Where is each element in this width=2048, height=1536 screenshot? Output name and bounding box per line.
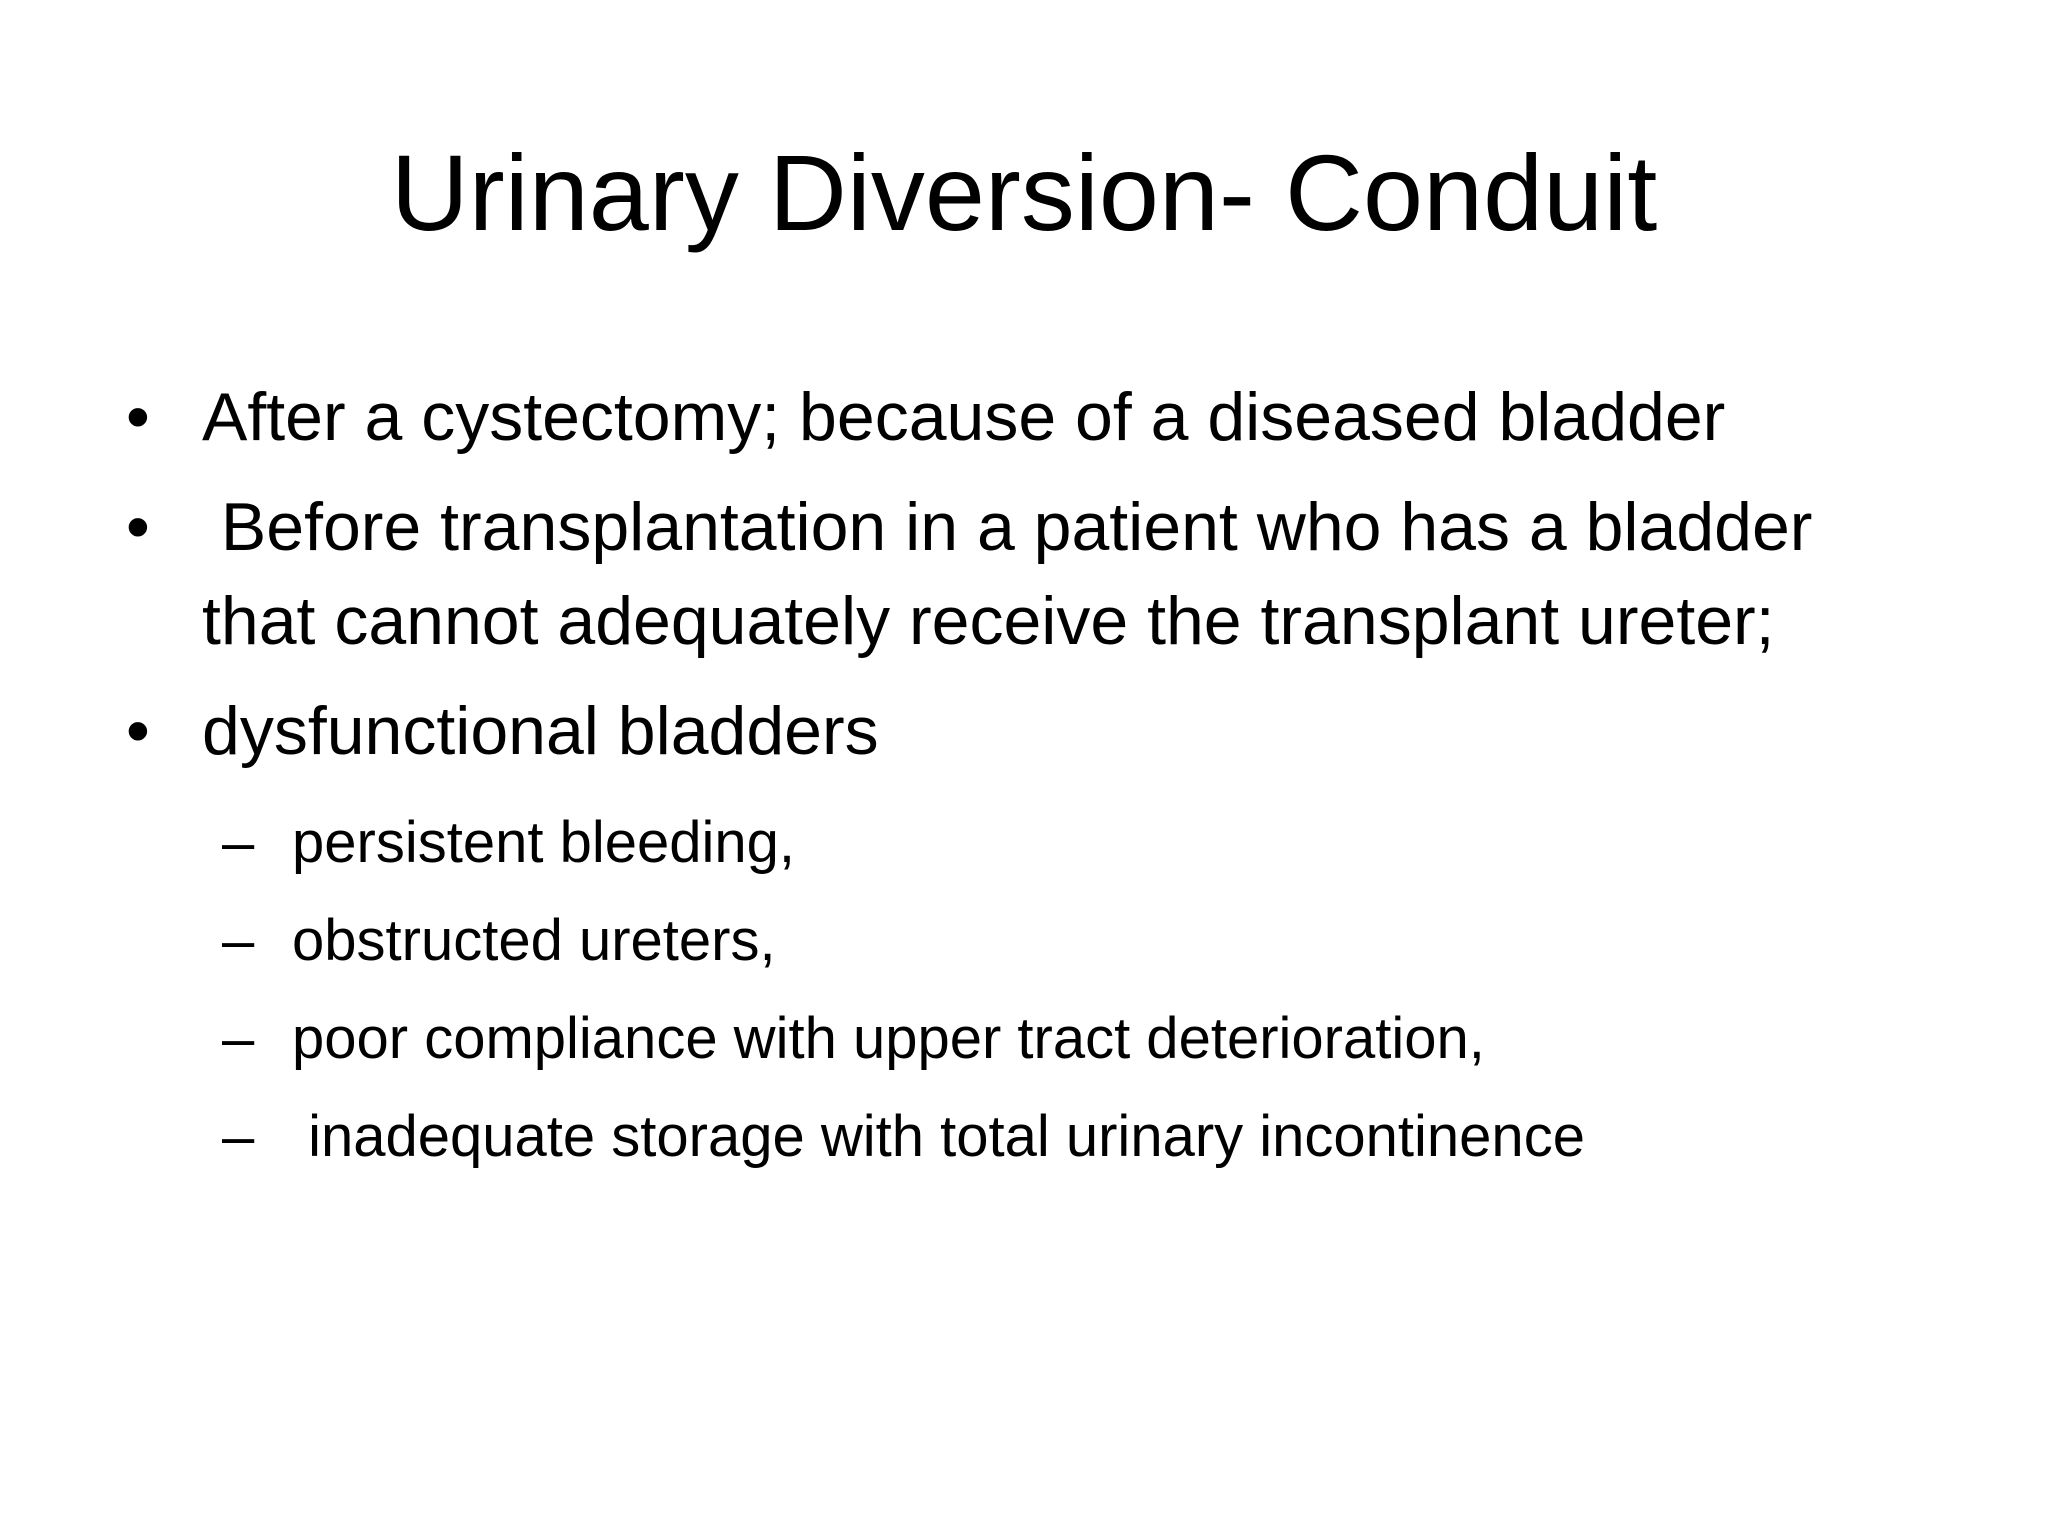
dash-marker: –: [222, 1104, 255, 1169]
slide-body: [120, 370, 1920, 1186]
sub-bullet-text: inadequate storage with total urinary incontinence: [292, 1104, 1585, 1169]
slide-title: Urinary Diversion- Conduit: [390, 132, 1658, 253]
bullet-item: [120, 370, 1920, 464]
sub-bullet-item: [120, 794, 1920, 892]
bullet-marker: •: [126, 693, 150, 769]
dash-marker: –: [222, 810, 255, 875]
bullet-item: [120, 684, 1920, 778]
sub-bullet-item: [120, 892, 1920, 990]
sub-bullet-text: poor compliance with upper tract deterioration,: [292, 1006, 1485, 1071]
bullet-marker: •: [126, 379, 150, 455]
bullet-marker: •: [126, 489, 150, 565]
bullet-text: dysfunctional bladders: [202, 693, 879, 769]
bullet-text: Before transplantation in a patient who has a bladder that cannot adequately receive the transplant ureter;: [202, 489, 1832, 659]
sub-bullet-text: obstructed ureters,: [292, 908, 776, 973]
sub-bullet-text: persistent bleeding,: [292, 810, 795, 875]
dash-marker: –: [222, 908, 255, 973]
dash-marker: –: [222, 1006, 255, 1071]
bullet-item: [120, 480, 1920, 668]
sub-bullet-item: [120, 1088, 1920, 1186]
sub-bullet-item: [120, 990, 1920, 1088]
bullet-text: After a cystectomy; because of a diseased bladder: [202, 379, 1726, 455]
